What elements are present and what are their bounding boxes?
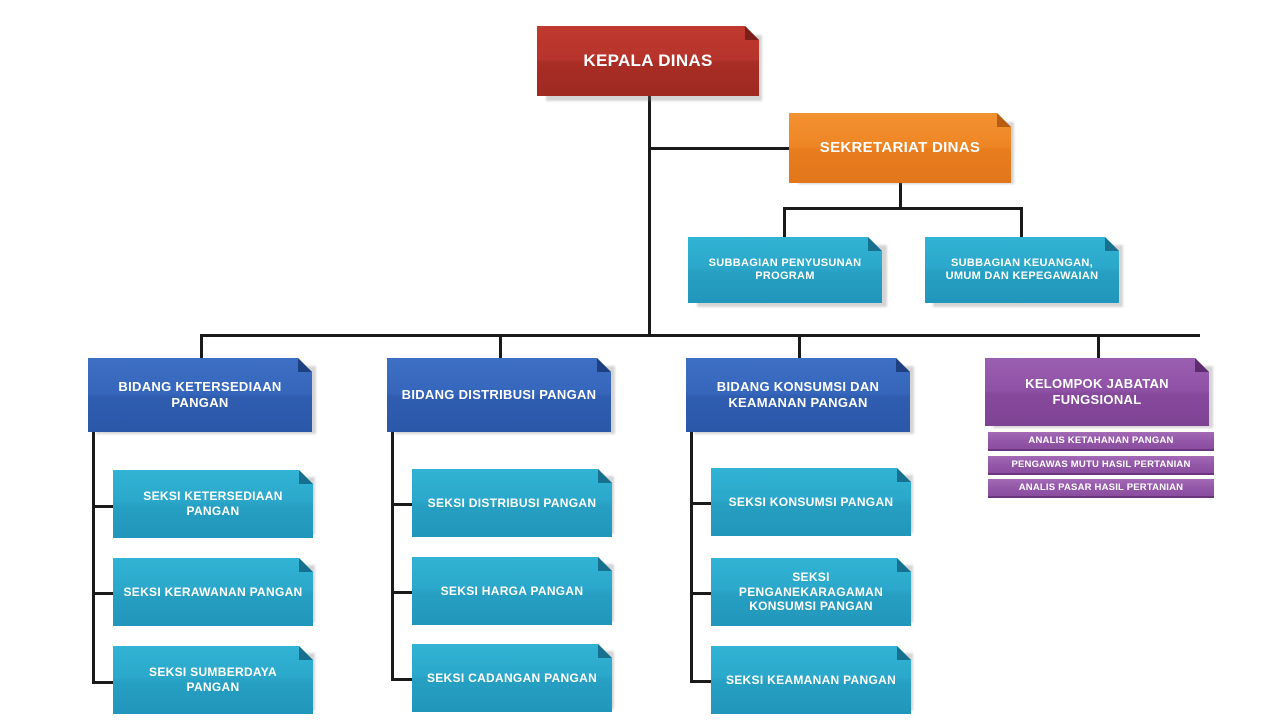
node-pengawas-mutu-hasil-pertanian[interactable] [988, 456, 1214, 475]
node-seksi-konsumsi-pangan[interactable] [711, 468, 911, 536]
connector-col1-spine [92, 432, 95, 684]
connector-bidang-3-drop [798, 334, 801, 358]
connector-subbagian-2-drop [1020, 207, 1023, 237]
connector-col3-spine [690, 432, 693, 682]
node-bevel [598, 469, 612, 483]
connector-secretariat-bus [783, 207, 1023, 210]
node-label: SEKSI KONSUMSI PANGAN [728, 494, 894, 509]
node-label: KEPALA DINAS [583, 50, 713, 70]
node-bevel [1105, 237, 1119, 251]
node-label: SUBBAGIAN PENYUSUNAN PROGRAM [708, 256, 862, 282]
node-label: PENGAWAS MUTU HASIL PERTANIAN [1011, 459, 1191, 470]
node-bevel [598, 557, 612, 571]
node-label: SEKSI CADANGAN PANGAN [426, 670, 598, 685]
node-subbagian-keuangan-umum-kepegawaian[interactable] [925, 237, 1119, 303]
node-seksi-penganekaragaman-konsumsi-pangan[interactable] [711, 558, 911, 626]
node-bevel [299, 558, 313, 572]
node-seksi-keamanan-pangan[interactable] [711, 646, 911, 714]
node-bidang-konsumsi-keamanan-pangan[interactable] [686, 358, 910, 432]
node-bevel [299, 646, 313, 660]
node-bevel [298, 358, 312, 372]
connector-bidang-2-drop [499, 334, 502, 358]
node-seksi-ketersediaan-pangan[interactable] [113, 470, 313, 538]
node-bevel [868, 237, 882, 251]
node-analis-ketahanan-pangan[interactable] [988, 432, 1214, 451]
node-bevel [597, 358, 611, 372]
node-label: SEKSI DISTRIBUSI PANGAN [427, 495, 597, 510]
node-bevel [299, 470, 313, 484]
node-bidang-ketersediaan-pangan[interactable] [88, 358, 312, 432]
node-label: BIDANG KONSUMSI DAN KEAMANAN PANGAN [716, 379, 880, 410]
connector-subbagian-1-drop [783, 207, 786, 237]
node-sekretariat-dinas[interactable] [789, 113, 1011, 183]
node-bevel [896, 358, 910, 372]
node-analis-pasar-hasil-pertanian[interactable] [988, 479, 1214, 498]
node-seksi-cadangan-pangan[interactable] [412, 644, 612, 712]
node-label: ANALIS KETAHANAN PANGAN [1028, 435, 1174, 446]
connector-head-secretariat [648, 147, 790, 150]
node-bidang-distribusi-pangan[interactable] [387, 358, 611, 432]
node-label: BIDANG DISTRIBUSI PANGAN [401, 387, 597, 403]
connector-head-trunk [648, 96, 651, 336]
node-bevel [745, 26, 759, 40]
node-seksi-kerawanan-pangan[interactable] [113, 558, 313, 626]
node-bevel [897, 468, 911, 482]
node-label: SEKSI PENGANEKARAGAMAN KONSUMSI PANGAN [738, 570, 884, 614]
node-label: SEKSI KETERSEDIAAN PANGAN [143, 489, 283, 518]
node-kelompok-jabatan-fungsional[interactable] [985, 358, 1209, 426]
node-subbagian-penyusunan-program[interactable] [688, 237, 882, 303]
node-label: SEKSI SUMBERDAYA PANGAN [149, 665, 277, 694]
node-seksi-sumberdaya-pangan[interactable] [113, 646, 313, 714]
node-bevel [1195, 358, 1209, 372]
node-bevel [897, 646, 911, 660]
node-label: KELOMPOK JABATAN FUNGSIONAL [1025, 376, 1169, 407]
node-bevel [598, 644, 612, 658]
connector-kelompok-drop [1097, 334, 1100, 358]
connector-col2-spine [391, 432, 394, 680]
node-label: BIDANG KETERSEDIAAN PANGAN [118, 379, 282, 410]
node-seksi-harga-pangan[interactable] [412, 557, 612, 625]
node-label: SEKRETARIAT DINAS [819, 138, 981, 156]
node-kepala-dinas[interactable] [537, 26, 759, 96]
connector-bidang-bus [200, 334, 1200, 337]
node-label: ANALIS PASAR HASIL PERTANIAN [1018, 482, 1184, 493]
connector-bidang-1-drop [200, 334, 203, 358]
node-seksi-distribusi-pangan[interactable] [412, 469, 612, 537]
node-label: SEKSI HARGA PANGAN [440, 583, 584, 598]
connector-secretariat-down [899, 183, 902, 209]
node-bevel [997, 113, 1011, 127]
node-label: SEKSI KERAWANAN PANGAN [123, 584, 303, 599]
node-label: SUBBAGIAN KEUANGAN, UMUM DAN KEPEGAWAIAN [945, 256, 1099, 282]
node-label: SEKSI KEAMANAN PANGAN [725, 672, 897, 687]
